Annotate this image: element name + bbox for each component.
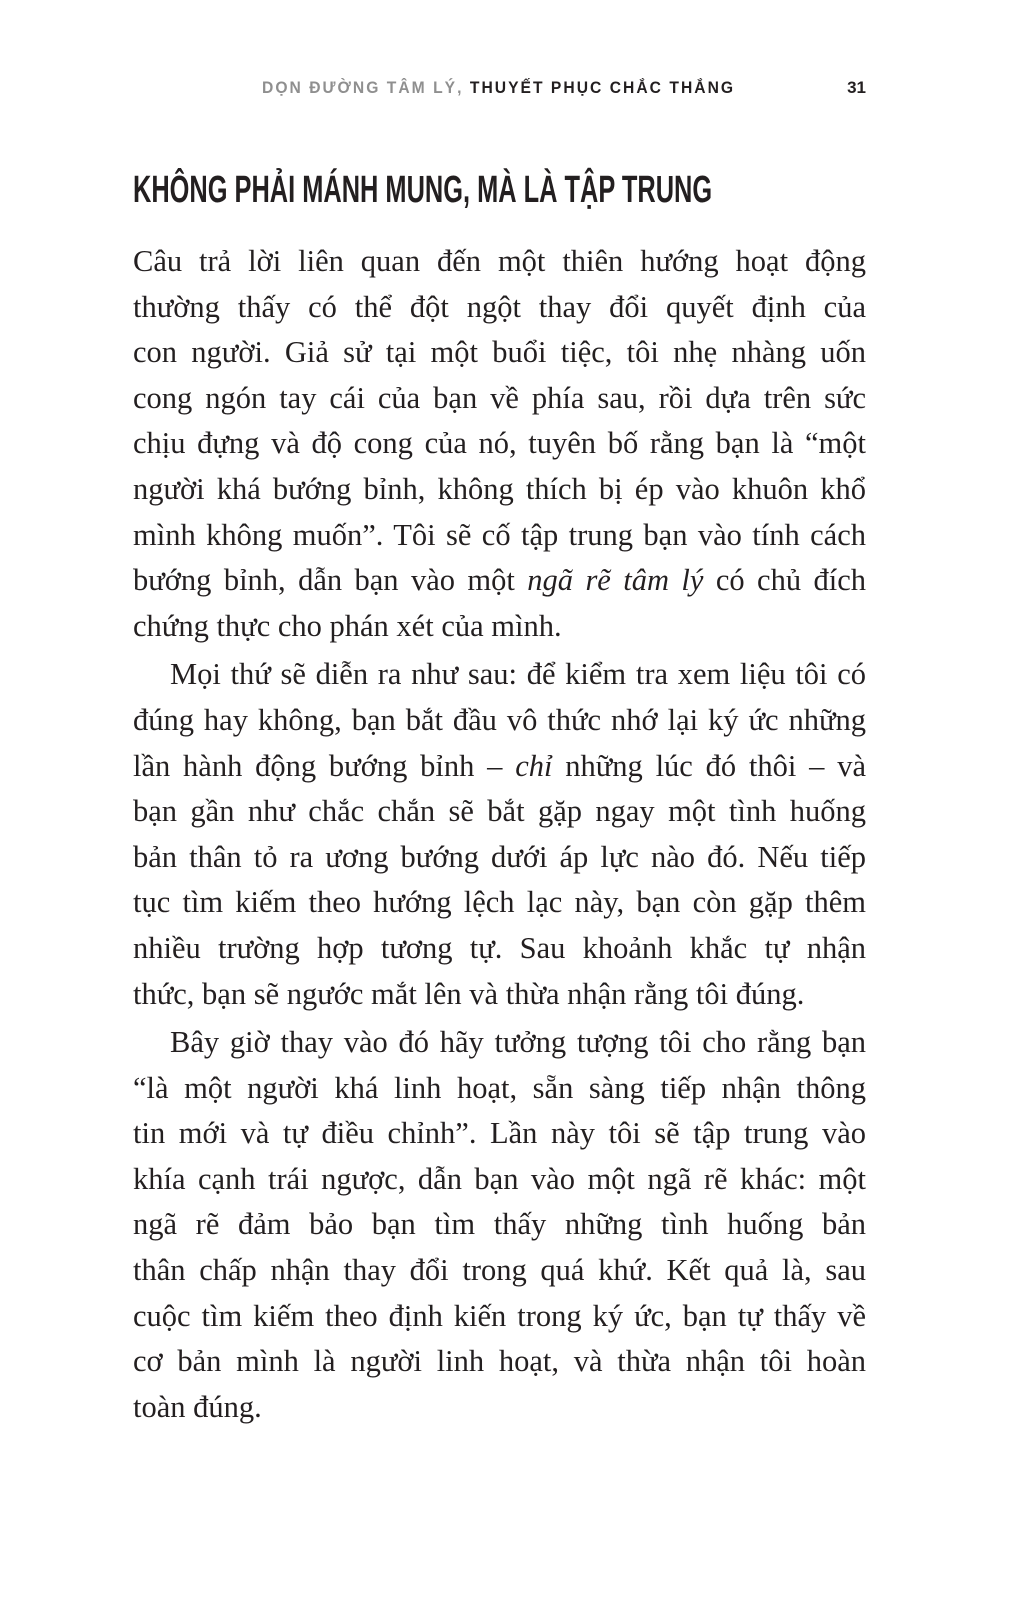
running-head-title-emphasis: THUYẾT PHỤC CHẮC THẮNG xyxy=(469,78,736,97)
text-line xyxy=(133,1294,866,1340)
emphasis-text: ngã rẽ tâm lý xyxy=(527,563,704,598)
line-text: con người. Giả sử tại một buổi tiệc, tôi nhẹ nhàng uốn xyxy=(133,335,866,370)
line-text: thường thấy có thể đột ngột thay đổi quyết định của xyxy=(133,289,866,324)
line-text: có chủ đích xyxy=(703,563,867,598)
text-line xyxy=(133,239,866,285)
paragraph-3 xyxy=(133,1020,866,1430)
text-line xyxy=(133,1020,866,1066)
line-text: khía cạnh trái ngược, dẫn bạn vào một ngã rẽ khác: một xyxy=(133,1161,866,1196)
line-text: tin mới và tự điều chỉnh”. Lần này tôi sẽ tập trung vào xyxy=(133,1116,866,1151)
text-line xyxy=(133,1157,866,1203)
line-text: nhiều trường hợp tương tự. Sau khoảnh khắc tự nhận xyxy=(133,930,866,965)
text-line xyxy=(133,1248,866,1294)
paragraph-2 xyxy=(133,652,866,1017)
body-text xyxy=(133,239,866,1430)
line-text: chịu đựng và độ cong của nó, tuyên bố rằng bạn là “một xyxy=(133,426,866,461)
paragraph-1 xyxy=(133,239,866,649)
text-line xyxy=(133,467,866,513)
line-text: cuộc tìm kiếm theo định kiến trong ký ức, bạn tự thấy về xyxy=(133,1298,866,1333)
line-text: ngã rẽ đảm bảo bạn tìm thấy những tình huống bản xyxy=(133,1207,866,1242)
line-text: bản thân tỏ ra ương bướng dưới áp lực nào đó. Nếu tiếp xyxy=(133,839,866,874)
page-number: 31 xyxy=(847,78,866,97)
text-line xyxy=(133,376,866,422)
line-text: lần hành động bướng bỉnh – xyxy=(133,748,516,783)
text-line xyxy=(133,744,866,790)
line-text: bạn gần như chắc chắn sẽ bắt gặp ngay một tình huống xyxy=(133,794,866,829)
line-text: chứng thực cho phán xét của mình. xyxy=(133,608,562,643)
text-line xyxy=(133,835,866,881)
line-text: thức, bạn sẽ ngước mắt lên và thừa nhận rằng tôi đúng. xyxy=(133,976,805,1011)
line-text: Câu trả lời liên quan đến một thiên hướng hoạt động xyxy=(133,244,866,278)
text-line xyxy=(133,1385,866,1431)
text-line xyxy=(133,880,866,926)
text-line xyxy=(133,1202,866,1248)
text-line xyxy=(133,330,866,376)
line-text: tục tìm kiếm theo hướng lệch lạc này, bạn còn gặp thêm xyxy=(133,885,866,920)
line-text: “là một người khá linh hoạt, sẵn sàng tiếp nhận thông xyxy=(133,1070,866,1105)
text-line xyxy=(133,558,866,604)
line-text: đúng hay không, bạn bắt đầu vô thức nhớ lại ký ức những xyxy=(133,702,866,737)
line-text: những lúc đó thôi – và xyxy=(552,748,867,783)
text-line xyxy=(133,1111,866,1157)
text-line xyxy=(133,421,866,467)
text-line xyxy=(133,652,866,698)
text-line xyxy=(133,513,866,559)
line-text: người khá bướng bỉnh, không thích bị ép vào khuôn khổ xyxy=(133,471,866,506)
line-text: Bây giờ thay vào đó hãy tưởng tượng tôi cho rằng bạn xyxy=(170,1025,866,1060)
running-head xyxy=(262,76,735,100)
line-text: mình không muốn”. Tôi sẽ cố tập trung bạn vào tính cách xyxy=(133,517,866,552)
line-text: cong ngón tay cái của bạn về phía sau, rồi dựa trên sức xyxy=(133,380,866,415)
text-line xyxy=(133,698,866,744)
line-text: bướng bỉnh, dẫn bạn vào một xyxy=(133,563,528,598)
line-text: thân chấp nhận thay đổi trong quá khứ. Kết quả là, sau xyxy=(133,1253,866,1288)
text-line xyxy=(133,972,866,1018)
text-line xyxy=(133,926,866,972)
running-head-title-part: DỌN ĐƯỜNG TÂM LÝ, xyxy=(262,78,464,97)
line-text: cơ bản mình là người linh hoạt, và thừa nhận tôi hoàn xyxy=(133,1344,866,1379)
section-heading: KHÔNG PHẢI MÁNH MUNG, MÀ LÀ TẬP TRUNG xyxy=(133,169,713,211)
text-line xyxy=(133,285,866,331)
text-line xyxy=(133,1339,866,1385)
line-text: toàn đúng. xyxy=(133,1389,262,1424)
emphasis-text: chỉ xyxy=(515,748,553,783)
text-line xyxy=(133,789,866,835)
line-text: Mọi thứ sẽ diễn ra như sau: để kiểm tra xem liệu tôi có xyxy=(170,657,866,692)
text-line xyxy=(133,1066,866,1112)
text-line xyxy=(133,604,866,650)
